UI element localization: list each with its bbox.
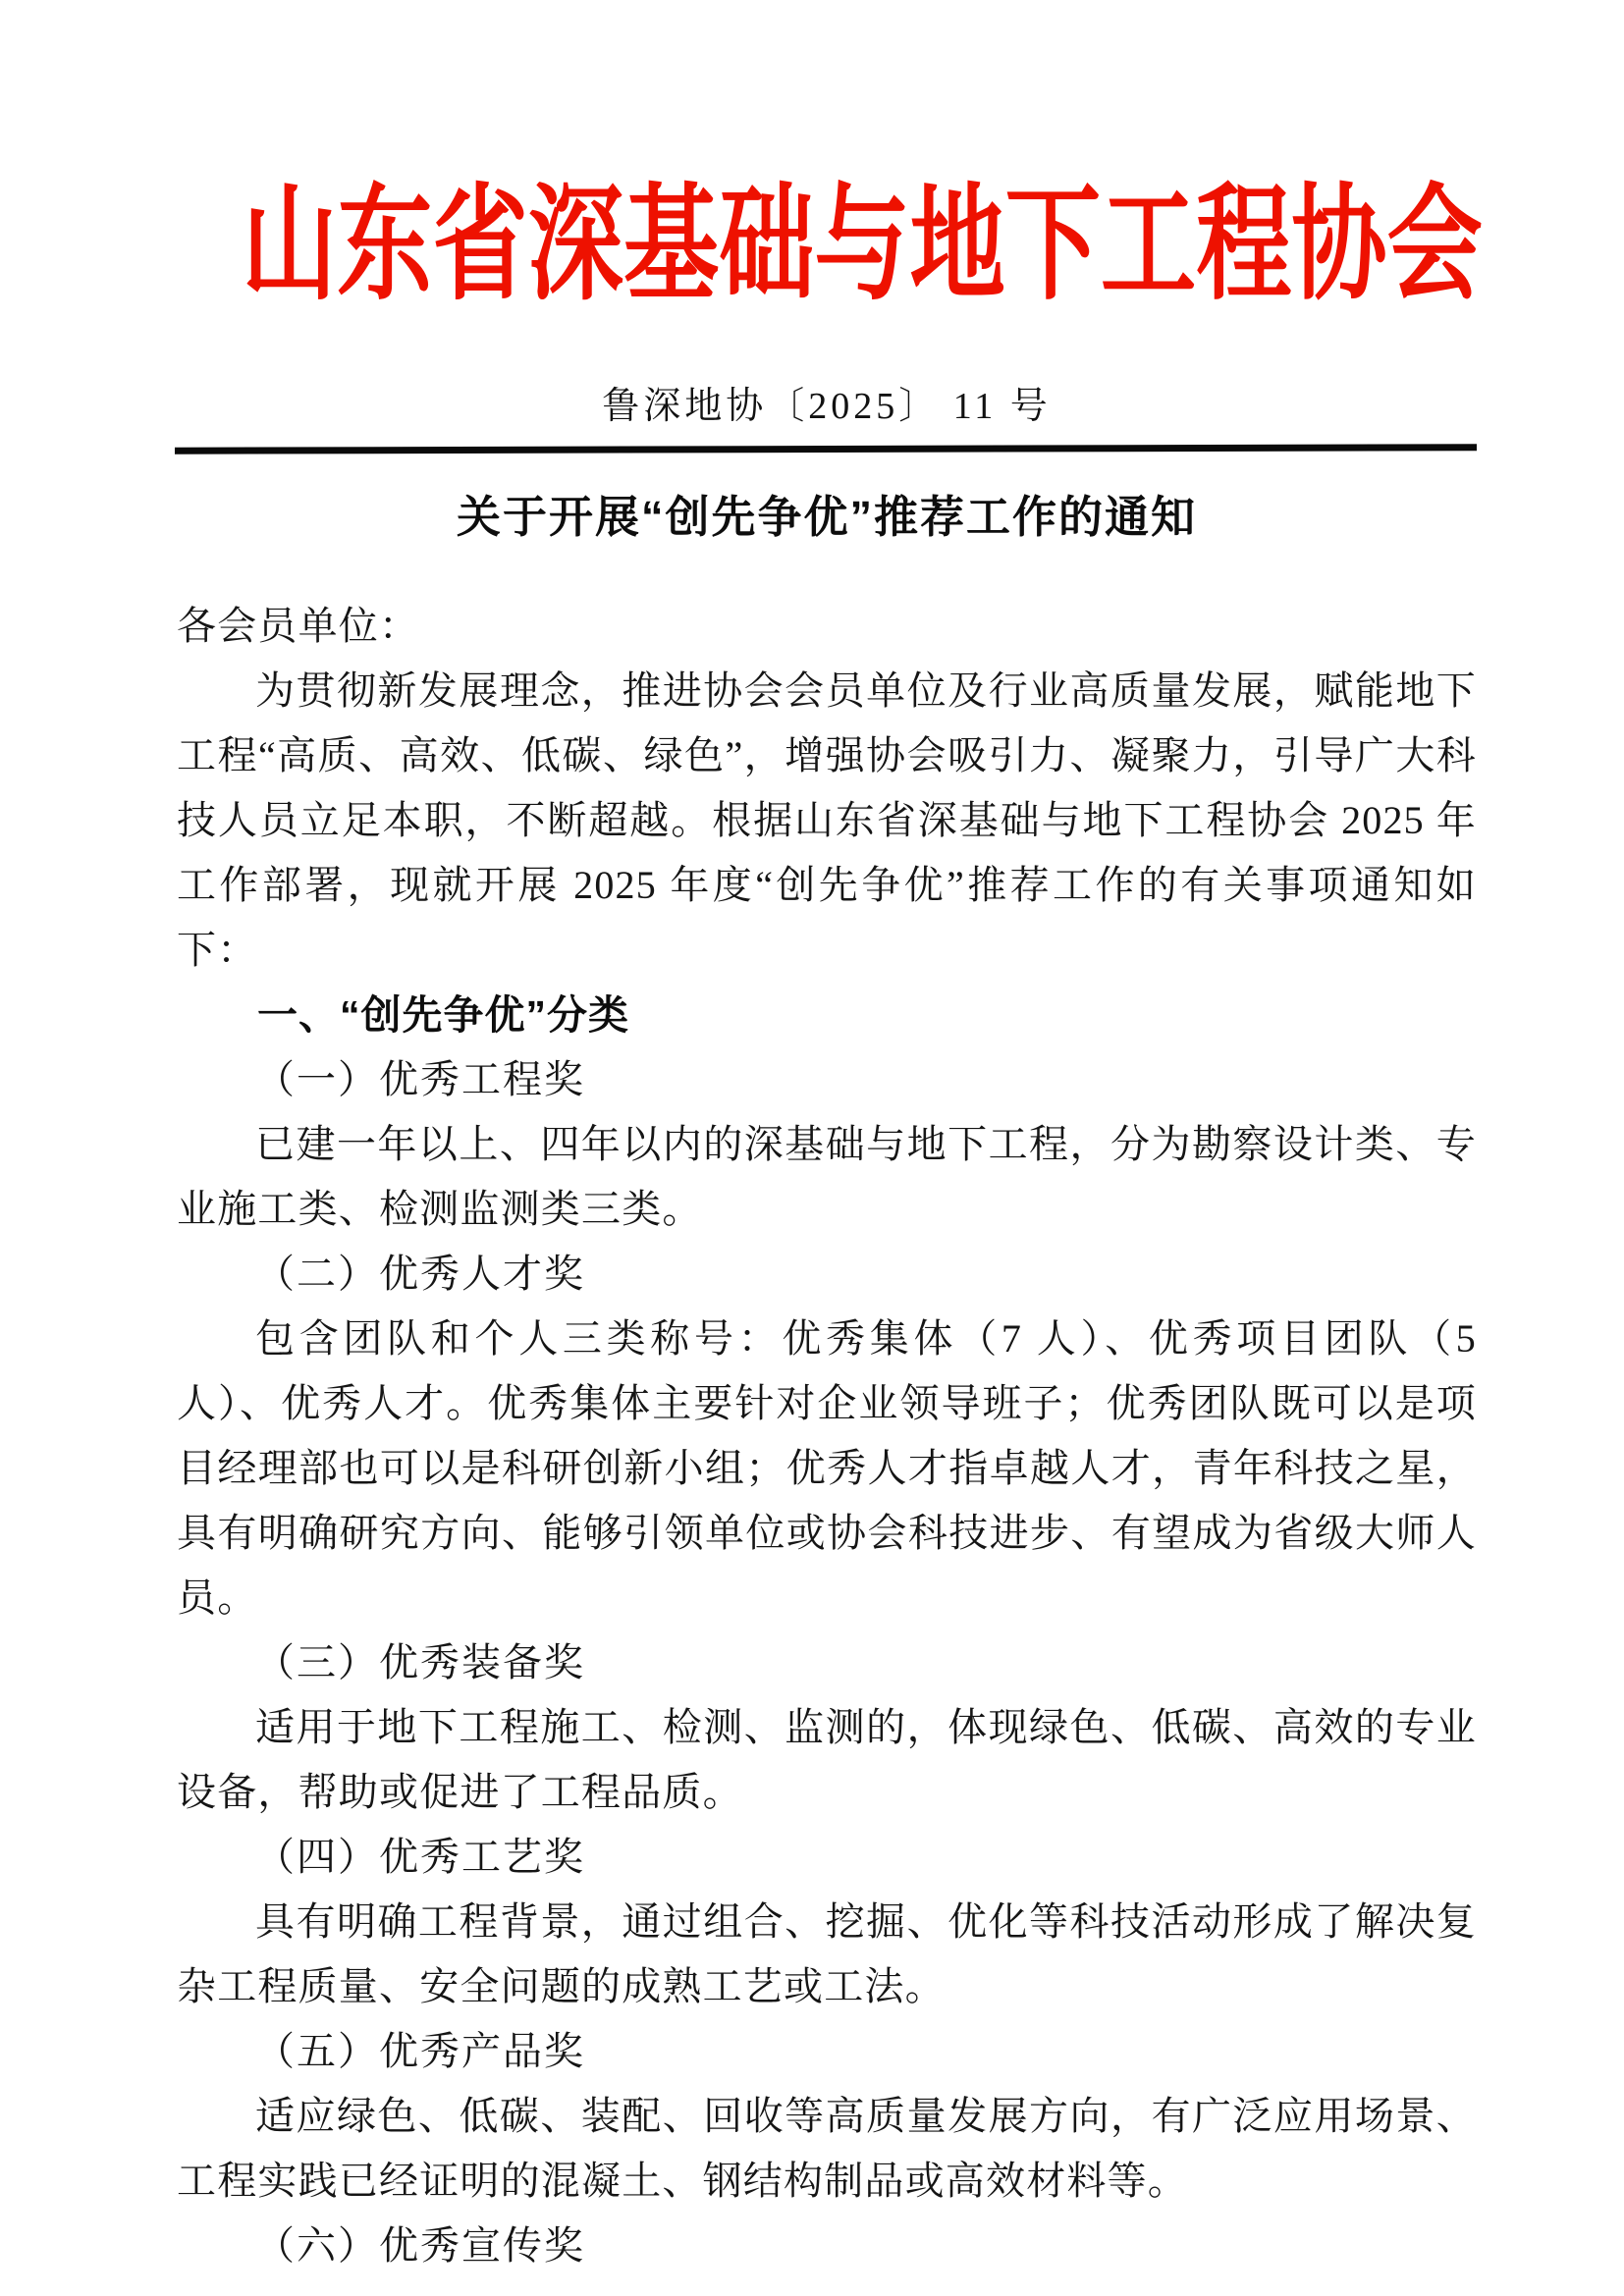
salutation: 各会员单位：	[177, 604, 420, 648]
doc-number: 鲁深地协〔2025〕 11 号	[602, 386, 1052, 427]
org-title: 山东省深基础与地下工程协会	[242, 177, 1483, 315]
award-6-heading: （六）优秀宣传奖	[255, 2223, 585, 2268]
notice-title: 关于开展“创先争优”推荐工作的通知	[456, 492, 1197, 542]
award-3-body: 适用于地下工程施工、检测、监测的，体现绿色、低碳、高效的专业设备，帮助或促进了工程品质。	[177, 1705, 1477, 1814]
award-5-body: 适应绿色、低碳、装配、回收等高质量发展方向，有广泛应用场景、工程实践已经证明的混凝土、钢结构制品或高效材料等。	[177, 2094, 1477, 2203]
award-4-body: 具有明确工程背景，通过组合、挖掘、优化等科技活动形成了解决复杂工程质量、安全问题的成熟工艺或工法。	[177, 1899, 1477, 2008]
award-1-body: 已建一年以上、四年以内的深基础与地下工程，分为勘察设计类、专业施工类、检测监测类三类。	[177, 1122, 1477, 1231]
award-4-heading: （四）优秀工艺奖	[255, 1835, 585, 1879]
section-1-heading: 一、“创先争优”分类	[257, 992, 629, 1038]
award-5-heading: （五）优秀产品奖	[255, 2029, 585, 2073]
award-2-body: 包含团队和个人三类称号：优秀集体（7 人）、优秀项目团队（5 人）、优秀人才。优秀集体主要针对企业领导班子；优秀团队既可以是项目经理部也可以是科研创新小组；优秀人才指卓越人才，青年科技之星，具有明确研究方向、能够引领单位或协会科技进步、有望成为省级大师人员。	[177, 1316, 1477, 1620]
header-rule	[175, 444, 1477, 454]
intro-paragraph: 为贯彻新发展理念，推进协会会员单位及行业高质量发展，赋能地下工程“高质、高效、低碳、绿色”，增强协会吸引力、凝聚力，引导广大科技人员立足本职，不断超越。根据山东省深基础与地下工程协会 2025 年工作部署，现就开展 2025 年度“创先争优”推荐工作的有关事项通知如下：	[177, 668, 1477, 972]
award-1-heading: （一）优秀工程奖	[255, 1057, 585, 1101]
award-2-heading: （二）优秀人才奖	[255, 1252, 585, 1296]
award-3-heading: （三）优秀装备奖	[255, 1640, 585, 1684]
